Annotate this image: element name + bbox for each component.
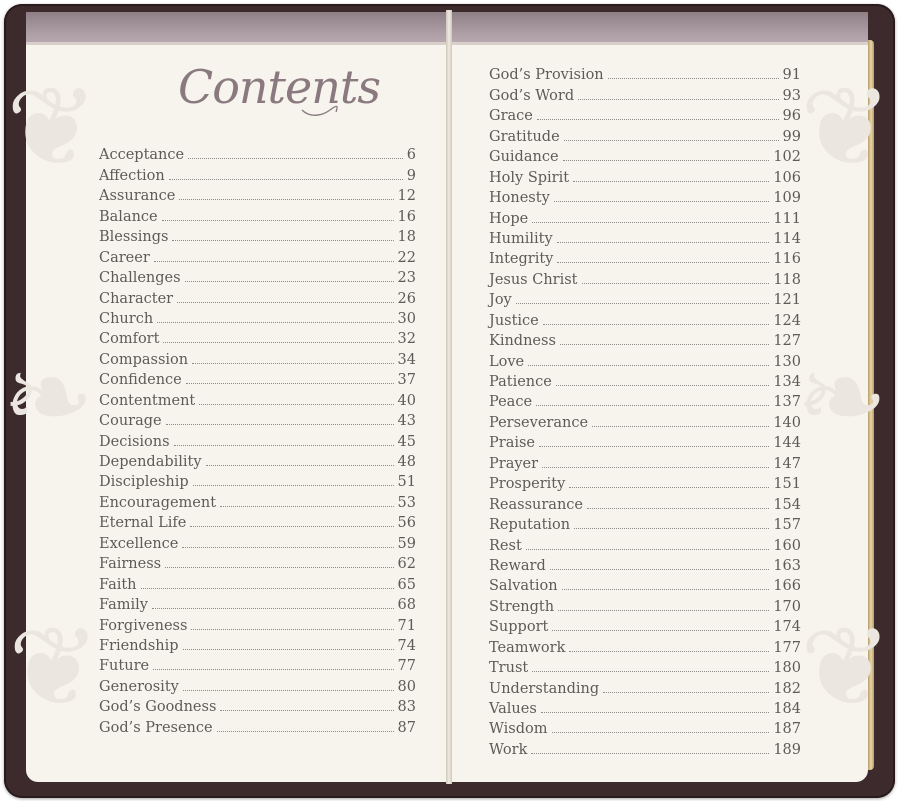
dot-leader xyxy=(199,403,393,405)
dot-leader xyxy=(557,241,770,243)
dot-leader xyxy=(157,321,393,323)
contents-entry[interactable] xyxy=(489,554,801,574)
dot-leader xyxy=(183,689,394,691)
dot-leader xyxy=(193,484,394,486)
entry-page-number: 18 xyxy=(397,229,416,246)
dot-leader xyxy=(206,464,394,466)
entry-topic: Affection xyxy=(99,167,165,184)
contents-entry[interactable] xyxy=(489,370,801,390)
dot-leader xyxy=(526,548,770,550)
entry-topic: Patience xyxy=(489,374,552,390)
contents-entry[interactable] xyxy=(99,368,416,388)
entry-topic: Reputation xyxy=(489,517,571,534)
entry-topic: Prayer xyxy=(489,455,539,472)
contents-entry[interactable] xyxy=(489,227,801,247)
contents-entry[interactable] xyxy=(489,472,801,492)
entry-page-number: 56 xyxy=(397,515,416,532)
contents-entry[interactable] xyxy=(489,431,801,451)
entry-topic: God’s Provision xyxy=(489,67,604,84)
contents-entry[interactable] xyxy=(99,552,416,572)
dot-leader xyxy=(552,629,769,631)
entry-page-number: 37 xyxy=(397,372,416,389)
contents-entry[interactable] xyxy=(489,206,801,226)
entry-topic: Encouragement xyxy=(99,494,217,511)
entry-topic: God’s Presence xyxy=(99,719,213,736)
contents-entry[interactable] xyxy=(99,613,416,633)
entry-page-number: 187 xyxy=(773,721,801,738)
dot-leader xyxy=(552,731,770,733)
contents-title: Contents xyxy=(178,60,380,114)
entry-topic: Wisdom xyxy=(489,721,548,738)
entry-topic: Church xyxy=(99,310,154,327)
dot-leader xyxy=(220,505,393,507)
entry-page-number: 127 xyxy=(773,333,801,350)
dot-leader xyxy=(558,609,769,611)
entry-page-number: 106 xyxy=(773,169,801,186)
entry-topic: Career xyxy=(99,249,150,266)
contents-entry[interactable] xyxy=(99,286,416,306)
dot-leader xyxy=(569,650,769,652)
entry-page-number: 68 xyxy=(397,597,416,614)
contents-entry[interactable] xyxy=(99,388,416,408)
dot-leader xyxy=(608,77,779,79)
dot-leader xyxy=(153,668,393,670)
dot-leader xyxy=(574,527,769,529)
contents-entry[interactable] xyxy=(99,266,416,286)
entry-topic: Joy xyxy=(489,292,512,309)
dot-leader xyxy=(154,260,394,262)
entry-page-number: 62 xyxy=(397,556,416,573)
left-header-band xyxy=(26,12,448,42)
dot-leader xyxy=(190,525,393,527)
dot-leader xyxy=(192,362,393,364)
contents-entry[interactable] xyxy=(99,450,416,470)
contents-entry[interactable] xyxy=(489,717,801,737)
entry-topic: Hope xyxy=(489,210,529,227)
contents-entry[interactable] xyxy=(489,410,801,430)
entry-page-number: 74 xyxy=(397,637,416,654)
entry-page-number: 174 xyxy=(773,619,801,636)
entry-topic: Excellence xyxy=(99,535,179,552)
entry-topic: Assurance xyxy=(99,188,176,205)
entry-page-number: 65 xyxy=(397,576,416,593)
entry-topic: Grace xyxy=(489,108,533,125)
contents-entry[interactable] xyxy=(99,429,416,449)
contents-entry[interactable] xyxy=(489,574,801,594)
entry-topic: Balance xyxy=(99,208,158,225)
dot-leader xyxy=(541,711,770,713)
entry-topic: Eternal Life xyxy=(99,515,187,532)
entry-page-number: 182 xyxy=(773,680,801,697)
entry-topic: Courage xyxy=(99,413,162,430)
entry-topic: Reward xyxy=(489,557,546,574)
entry-topic: Perseverance xyxy=(489,414,589,431)
dot-leader xyxy=(556,384,769,386)
entry-page-number: 114 xyxy=(773,230,801,247)
title-swash-icon xyxy=(300,104,340,118)
entry-topic: Support xyxy=(489,619,549,636)
contents-entry[interactable] xyxy=(99,490,416,510)
entry-topic: Holy Spirit xyxy=(489,169,570,186)
contents-entry[interactable] xyxy=(489,451,801,471)
dot-leader xyxy=(531,752,769,754)
contents-entry[interactable] xyxy=(99,347,416,367)
entry-page-number: 91 xyxy=(782,67,801,84)
entry-topic: Forgiveness xyxy=(99,617,188,634)
contents-entry[interactable] xyxy=(99,409,416,429)
entry-page-number: 124 xyxy=(773,312,801,329)
entry-page-number: 118 xyxy=(773,271,801,288)
dot-leader xyxy=(539,445,769,447)
entry-topic: Acceptance xyxy=(99,147,185,164)
entry-topic: Comfort xyxy=(99,331,160,348)
entry-topic: Discipleship xyxy=(99,474,189,491)
book-gutter xyxy=(446,10,452,784)
entry-page-number: 170 xyxy=(773,598,801,615)
contents-entry[interactable] xyxy=(99,572,416,592)
contents-entry[interactable] xyxy=(99,715,416,735)
entry-page-number: 147 xyxy=(773,455,801,472)
contents-entry[interactable] xyxy=(489,390,801,410)
contents-entry[interactable] xyxy=(489,308,801,328)
damask-ornament-icon: ❦ xyxy=(6,63,99,191)
entry-page-number: 34 xyxy=(397,351,416,368)
entry-topic: Friendship xyxy=(99,637,179,654)
entry-page-number: 87 xyxy=(397,719,416,736)
entry-topic: God’s Word xyxy=(489,87,575,104)
entry-topic: Prosperity xyxy=(489,476,566,493)
contents-entry[interactable] xyxy=(489,697,801,717)
entry-page-number: 43 xyxy=(397,413,416,430)
entry-topic: Understanding xyxy=(489,680,600,697)
contents-entry[interactable] xyxy=(99,593,416,613)
entry-topic: Rest xyxy=(489,537,522,554)
entry-page-number: 71 xyxy=(397,617,416,634)
contents-entry[interactable] xyxy=(489,329,801,349)
dot-leader xyxy=(554,200,770,202)
entry-topic: Family xyxy=(99,597,148,614)
entry-topic: Future xyxy=(99,658,150,675)
contents-entry[interactable] xyxy=(489,737,801,757)
contents-entry[interactable] xyxy=(99,327,416,347)
entry-page-number: 6 xyxy=(406,147,416,164)
dot-leader xyxy=(536,404,769,406)
dot-leader xyxy=(592,425,769,427)
entry-page-number: 116 xyxy=(773,251,801,268)
entry-page-number: 144 xyxy=(773,435,801,452)
dot-leader xyxy=(163,341,393,343)
contents-entry[interactable] xyxy=(99,143,416,163)
contents-entry[interactable] xyxy=(489,267,801,287)
entry-topic: Love xyxy=(489,353,525,370)
dot-leader xyxy=(569,486,769,488)
contents-entry[interactable] xyxy=(99,654,416,674)
entry-topic: Blessings xyxy=(99,229,169,246)
entry-page-number: 53 xyxy=(397,494,416,511)
entry-page-number: 102 xyxy=(773,149,801,166)
contents-entry[interactable] xyxy=(489,83,801,103)
entry-topic: Teamwork xyxy=(489,639,566,656)
dot-leader xyxy=(172,239,393,241)
entry-topic: Compassion xyxy=(99,351,189,368)
dot-leader xyxy=(177,301,393,303)
damask-ornament-icon: ❦ xyxy=(799,63,892,191)
damask-ornament-icon: ❦ xyxy=(799,603,892,731)
contents-entry[interactable] xyxy=(489,124,801,144)
entry-page-number: 154 xyxy=(773,496,801,513)
contents-entry[interactable] xyxy=(489,104,801,124)
dot-leader xyxy=(185,280,394,282)
entry-topic: Strength xyxy=(489,598,555,615)
entry-page-number: 26 xyxy=(397,290,416,307)
entry-page-number: 189 xyxy=(773,741,801,758)
dot-leader xyxy=(560,343,769,345)
entry-page-number: 96 xyxy=(782,108,801,125)
entry-page-number: 80 xyxy=(397,678,416,695)
entry-page-number: 109 xyxy=(773,190,801,207)
entry-topic: Honesty xyxy=(489,190,550,207)
dot-leader xyxy=(186,382,394,384)
entry-page-number: 48 xyxy=(397,454,416,470)
dot-leader xyxy=(179,198,393,200)
entry-topic: Salvation xyxy=(489,578,558,595)
contents-entry[interactable] xyxy=(489,635,801,655)
dot-leader xyxy=(543,323,770,325)
entry-page-number: 30 xyxy=(397,310,416,327)
dot-leader xyxy=(603,691,769,693)
entry-topic: Faith xyxy=(99,576,137,593)
entry-page-number: 40 xyxy=(397,392,416,409)
entry-page-number: 140 xyxy=(773,414,801,431)
dot-leader xyxy=(166,423,394,425)
damask-ornament-icon: ❧ xyxy=(795,333,888,461)
dot-leader xyxy=(165,566,393,568)
entry-page-number: 77 xyxy=(397,658,416,675)
dot-leader xyxy=(217,730,394,732)
dot-leader xyxy=(183,648,394,650)
contents-entry[interactable] xyxy=(489,349,801,369)
entry-page-number: 180 xyxy=(773,660,801,677)
dot-leader xyxy=(573,180,769,182)
contents-entry[interactable] xyxy=(99,245,416,265)
entry-topic: Dependability xyxy=(99,454,202,470)
entry-page-number: 83 xyxy=(397,699,416,716)
entry-page-number: 160 xyxy=(773,537,801,554)
contents-entry[interactable] xyxy=(489,165,801,185)
entry-topic: Trust xyxy=(489,660,529,677)
entry-page-number: 137 xyxy=(773,394,801,411)
entry-topic: Values xyxy=(489,701,537,717)
contents-entry[interactable] xyxy=(489,145,801,165)
contents-list-right xyxy=(489,63,801,758)
entry-page-number: 163 xyxy=(773,557,801,574)
entry-topic: Character xyxy=(99,290,174,307)
contents-entry[interactable] xyxy=(99,531,416,551)
entry-topic: Decisions xyxy=(99,433,170,450)
dot-leader xyxy=(542,466,769,468)
contents-list-left xyxy=(99,143,416,736)
dot-leader xyxy=(174,444,394,446)
dot-leader xyxy=(537,118,779,120)
contents-entry[interactable] xyxy=(489,186,801,206)
entry-page-number: 9 xyxy=(406,167,416,184)
dot-leader xyxy=(557,261,769,263)
entry-topic: Confidence xyxy=(99,372,182,389)
entry-page-number: 32 xyxy=(397,331,416,348)
entry-topic: Contentment xyxy=(99,392,196,409)
entry-page-number: 23 xyxy=(397,270,416,287)
entry-topic: Work xyxy=(489,741,528,758)
entry-topic: Challenges xyxy=(99,270,181,287)
damask-ornament-icon: ❦ xyxy=(8,603,101,731)
contents-entry[interactable] xyxy=(489,533,801,553)
contents-entry[interactable] xyxy=(99,470,416,490)
contents-entry[interactable] xyxy=(99,184,416,204)
contents-entry[interactable] xyxy=(99,225,416,245)
dot-leader xyxy=(169,178,403,180)
entry-page-number: 166 xyxy=(773,578,801,595)
dot-leader xyxy=(563,159,770,161)
entry-page-number: 184 xyxy=(773,701,801,717)
dot-leader xyxy=(582,282,770,284)
entry-page-number: 51 xyxy=(397,474,416,491)
entry-page-number: 45 xyxy=(397,433,416,450)
contents-entry[interactable] xyxy=(99,204,416,224)
dot-leader xyxy=(550,568,770,570)
entry-topic: Humility xyxy=(489,230,553,247)
entry-page-number: 93 xyxy=(782,87,801,104)
dot-leader xyxy=(532,221,769,223)
contents-entry[interactable] xyxy=(99,307,416,327)
contents-entry[interactable] xyxy=(99,163,416,183)
dot-leader xyxy=(188,157,403,159)
entry-page-number: 121 xyxy=(773,292,801,309)
contents-entry[interactable] xyxy=(489,247,801,267)
entry-topic: Guidance xyxy=(489,149,559,166)
entry-page-number: 22 xyxy=(397,249,416,266)
entry-topic: Peace xyxy=(489,394,533,411)
entry-topic: Reassurance xyxy=(489,496,583,513)
entry-page-number: 157 xyxy=(773,517,801,534)
dot-leader xyxy=(587,507,769,509)
contents-entry[interactable] xyxy=(489,63,801,83)
damask-ornament-icon: ❧ xyxy=(2,333,95,461)
contents-entry[interactable] xyxy=(489,656,801,676)
dot-leader xyxy=(191,628,393,630)
contents-entry[interactable] xyxy=(99,634,416,654)
entry-page-number: 134 xyxy=(773,374,801,390)
contents-entry[interactable] xyxy=(489,594,801,614)
dot-leader xyxy=(532,670,769,672)
entry-page-number: 12 xyxy=(397,188,416,205)
entry-page-number: 16 xyxy=(397,208,416,225)
entry-page-number: 111 xyxy=(773,210,801,227)
contents-entry[interactable] xyxy=(489,492,801,512)
entry-topic: God’s Goodness xyxy=(99,699,217,716)
dot-leader xyxy=(564,139,779,141)
contents-entry[interactable] xyxy=(489,676,801,696)
entry-page-number: 130 xyxy=(773,353,801,370)
entry-page-number: 177 xyxy=(773,639,801,656)
dot-leader xyxy=(152,607,394,609)
entry-topic: Justice xyxy=(489,312,539,329)
entry-topic: Fairness xyxy=(99,556,162,573)
contents-entry[interactable] xyxy=(99,674,416,694)
dot-leader xyxy=(162,219,394,221)
dot-leader xyxy=(528,364,769,366)
contents-entry[interactable] xyxy=(489,288,801,308)
contents-entry[interactable] xyxy=(99,695,416,715)
dot-leader xyxy=(182,546,393,548)
dot-leader xyxy=(516,302,770,304)
entry-topic: Jesus Christ xyxy=(489,271,578,288)
entry-topic: Gratitude xyxy=(489,128,560,145)
contents-entry[interactable] xyxy=(489,615,801,635)
contents-entry[interactable] xyxy=(489,513,801,533)
entry-topic: Praise xyxy=(489,435,535,452)
dot-leader xyxy=(141,587,394,589)
entry-page-number: 99 xyxy=(782,128,801,145)
entry-topic: Kindness xyxy=(489,333,556,350)
entry-topic: Generosity xyxy=(99,678,179,695)
dot-leader xyxy=(562,588,770,590)
contents-entry[interactable] xyxy=(99,511,416,531)
right-header-band xyxy=(450,12,868,42)
dot-leader xyxy=(220,709,393,711)
entry-topic: Integrity xyxy=(489,251,554,268)
entry-page-number: 59 xyxy=(397,535,416,552)
entry-page-number: 151 xyxy=(773,476,801,493)
dot-leader xyxy=(578,98,778,100)
